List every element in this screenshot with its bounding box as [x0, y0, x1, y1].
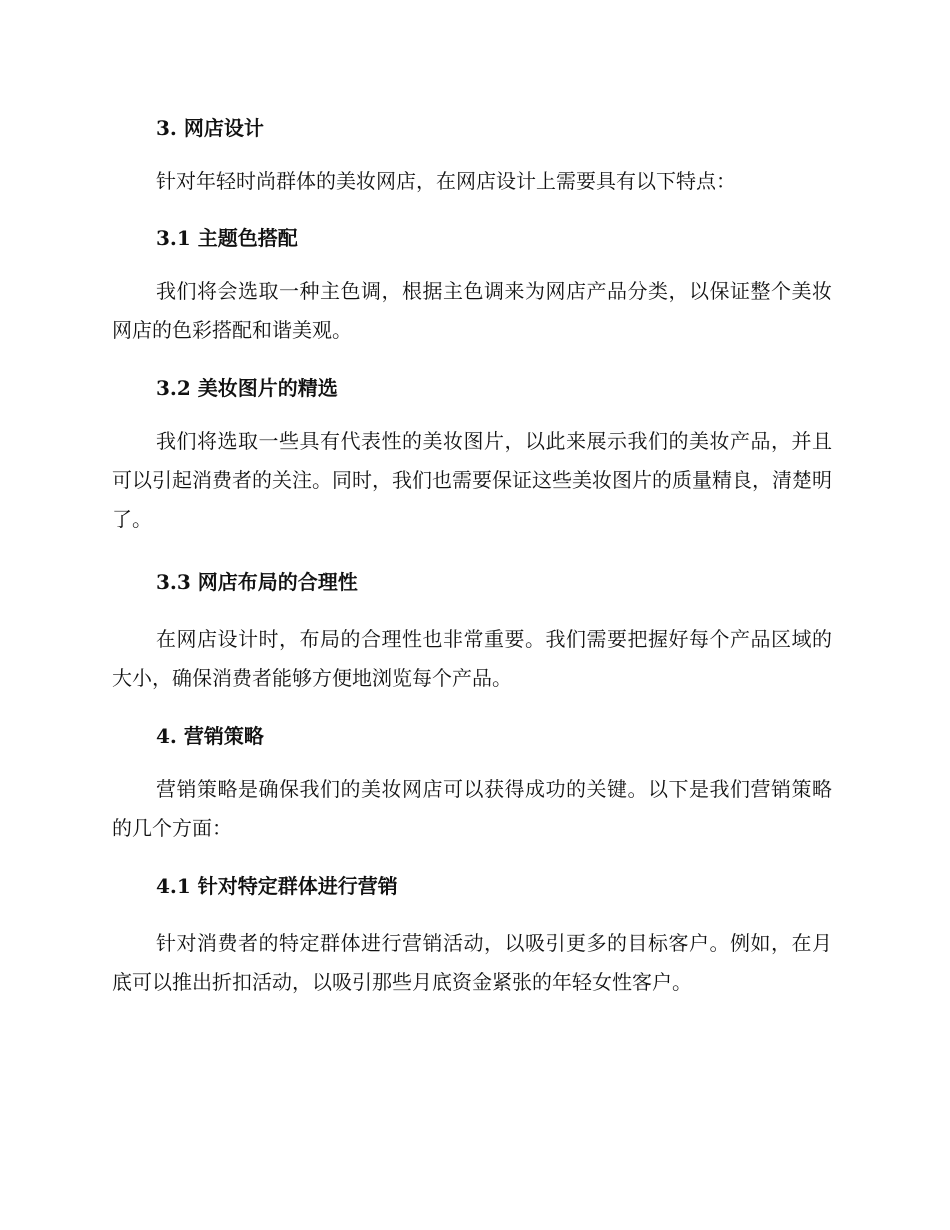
section-heading-4: 4. 营销策略 [156, 724, 264, 748]
section-heading-4-1: 4.1 针对特定群体进行营销 [156, 874, 398, 898]
paragraph-3-2: 我们将选取一些具有代表性的美妆图片，以此来展示我们的美妆产品，并且可以引起消费者的关注。同时，我们也需要保证这些美妆图片的质量精良，清楚明了。 [112, 429, 832, 531]
paragraph-4-1: 针对消费者的特定群体进行营销活动，以吸引更多的目标客户。例如，在月底可以推出折扣活动，以吸引那些月底资金紧张的年轻女性客户。 [112, 931, 832, 994]
paragraph-3-3: 在网店设计时，布局的合理性也非常重要。我们需要把握好每个产品区域的大小，确保消费者能够方便地浏览每个产品。 [112, 627, 832, 690]
section-heading-3: 3. 网店设计 [156, 116, 264, 140]
section-heading-3-1: 3.1 主题色搭配 [156, 226, 298, 250]
section-heading-3-3: 3.3 网店布局的合理性 [156, 570, 358, 594]
section-heading-3-2: 3.2 美妆图片的精选 [156, 376, 338, 400]
paragraph-3-intro: 针对年轻时尚群体的美妆网店，在网店设计上需要具有以下特点： [156, 169, 736, 193]
paragraph-3-1: 我们将会选取一种主色调，根据主色调来为网店产品分类，以保证整个美妆网店的色彩搭配和谐美观。 [112, 279, 832, 342]
paragraph-4-intro: 营销策略是确保我们的美妆网店可以获得成功的关键。以下是我们营销策略的几个方面： [112, 777, 832, 840]
